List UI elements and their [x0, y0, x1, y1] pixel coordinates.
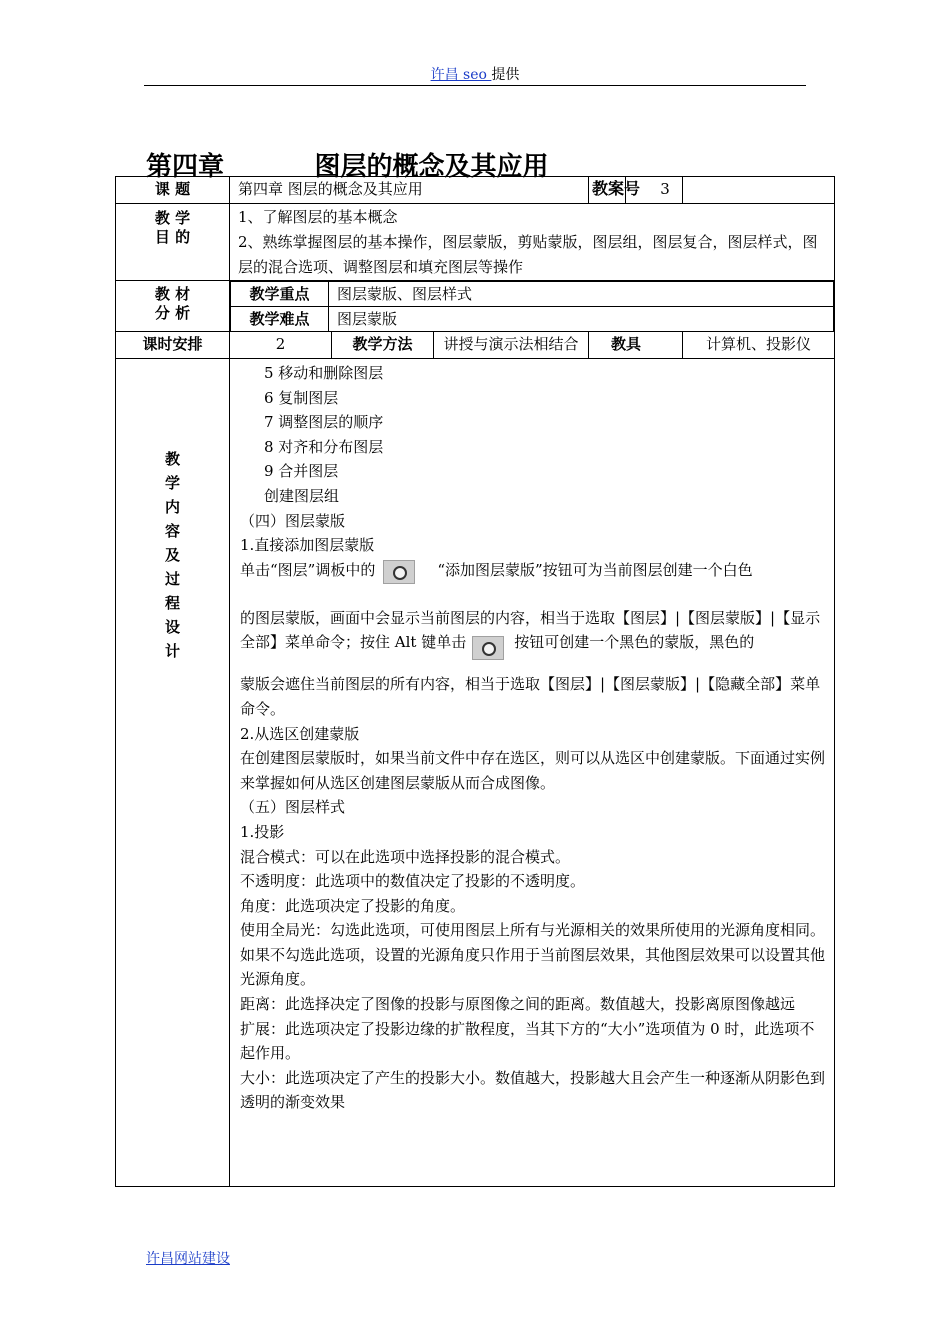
topic-value: 第四章 图层的概念及其应用: [230, 177, 589, 204]
section-heading: （五）图层样式: [240, 798, 346, 817]
footer-link[interactable]: 许昌网站建设: [146, 1251, 230, 1267]
paragraph: 扩展：此选项决定了投影边缘的扩散程度，当其下方的“大小”选项值为 0 时，此选项不起作用。: [240, 1019, 815, 1063]
goal-content: [230, 204, 835, 281]
material-inner-table: [230, 281, 834, 331]
content-label: [116, 359, 230, 1187]
paragraph-text: 的图层蒙版，画面中会显示当前图层的内容，相当于选取【图层】|【图层蒙版】|【显示全部】菜单命令；按住 Alt 键单击: [240, 608, 821, 652]
paragraph: 混合模式：可以在此选项中选择投影的混合模式。: [240, 847, 571, 866]
material-label: [116, 281, 230, 332]
row-material: [116, 281, 835, 332]
list-item: 6 复制图层: [264, 388, 339, 407]
hours-value: 2: [230, 332, 332, 359]
paragraph-text: 按钮可创建一个黑色的蒙版，黑色的: [514, 633, 755, 652]
difficulty-value: 图层蒙版: [329, 307, 834, 332]
topic-label: 课 题: [116, 177, 230, 204]
id-label: 教案号: [591, 179, 640, 198]
header-suffix: 提供: [491, 67, 520, 83]
id-value-cell: [660, 177, 835, 204]
list-item: 创建图层组: [264, 486, 340, 505]
paragraph: 蒙版会遮住当前图层的所有内容，相当于选取【图层】|【图层蒙版】|【隐藏全部】菜单命令。: [240, 675, 821, 718]
material-label-line2: 分 析: [154, 304, 191, 322]
material-label-line1: 教 材: [154, 285, 191, 303]
add-layer-mask-icon: [472, 636, 504, 660]
material-inner-cell: [230, 281, 835, 332]
method-label: 教学方法: [332, 332, 434, 359]
list-item: 9 合并图层: [264, 462, 339, 481]
content-label-char: 学: [164, 474, 180, 492]
row-schedule: [116, 332, 835, 359]
header: [0, 64, 950, 84]
goal-line2: 2、熟练掌握图层的基本操作，图层蒙版，剪贴蒙版，图层组，图层复合，图层样式，图层的混合选项、调整图层和填充图层等操作: [238, 233, 818, 276]
goal-line1: 1、了解图层的基本概念: [238, 208, 398, 226]
paragraph: 距离：此选择决定了图像的投影与原图像之间的距离。数值越大，投影离原图像越远: [240, 995, 796, 1014]
paragraph: 不透明度：此选项中的数值决定了投影的不透明度。: [240, 872, 586, 891]
content-label-char: 容: [164, 522, 180, 540]
content-label-char: 计: [164, 642, 180, 660]
sub-heading: 1.投影: [240, 822, 285, 841]
content-label-char: 教: [164, 450, 180, 468]
add-layer-mask-icon: [383, 560, 415, 584]
sub-heading: 2.从选区创建蒙版: [240, 724, 360, 743]
list-item: 5 移动和删除图层: [264, 364, 384, 382]
id-value: 3: [660, 180, 670, 198]
difficulty-label: 教学难点: [231, 307, 329, 332]
tool-label: 教具: [589, 332, 683, 359]
content-label-char: 设: [164, 618, 180, 636]
lesson-plan-table: [115, 176, 835, 1187]
paragraph: 在创建图层蒙版时，如果当前文件中存在选区，则可以从选区中创建蒙版。下面通过实例来掌握如何从选区创建图层蒙版从而合成图像。: [240, 749, 826, 792]
paragraph-text: “添加图层蒙版”按钮可为当前图层创建一个白色: [437, 560, 753, 579]
content-label-char: 内: [164, 498, 180, 516]
method-value: 讲授与演示法相结合: [434, 332, 589, 359]
key-point-value: 图层蒙版、图层样式: [329, 282, 834, 307]
goal-label-line2: 目 的: [154, 228, 191, 246]
sub-heading: 1.直接添加图层蒙版: [240, 536, 375, 555]
header-rule: [144, 85, 806, 86]
list-item: 7 调整图层的顺序: [264, 413, 384, 432]
chapter-title: 第四章 图层的概念及其应用: [146, 152, 549, 182]
content-label-char: 及: [164, 546, 180, 564]
paragraph: [240, 606, 826, 661]
paragraph-text: 单击“图层”调板中的: [240, 560, 376, 579]
row-content: [116, 359, 835, 1187]
key-point-label: 教学重点: [231, 282, 329, 307]
schedule-label: 课时安排: [116, 332, 230, 359]
list-item: 8 对齐和分布图层: [264, 437, 384, 456]
tool-value: 计算机、投影仪: [683, 332, 835, 359]
content-label-char: 过: [164, 570, 180, 588]
paragraph: 角度：此选项决定了投影的角度。: [240, 896, 466, 915]
section-heading: （四）图层蒙版: [240, 511, 346, 530]
content-label-char: 程: [164, 594, 180, 612]
header-link[interactable]: 许昌 seo: [430, 67, 492, 83]
paragraph: [240, 558, 826, 606]
row-goal: [116, 204, 835, 281]
goal-label: [116, 204, 230, 281]
paragraph: 大小：此选项决定了产生的投影大小。数值越大，投影越大且会产生一种逐渐从阴影色到透明的渐变效果: [240, 1068, 826, 1112]
paragraph: 使用全局光：勾选此选项，可使用图层上所有与光源相关的效果所使用的光源角度相同。如果不勾选此选项，设置的光源角度只作用于当前图层效果，其他图层效果可以设置其他光源角度。: [240, 921, 826, 989]
content-body: [230, 359, 835, 1187]
goal-label-line1: 教 学: [154, 209, 191, 227]
row-topic: [116, 177, 835, 204]
